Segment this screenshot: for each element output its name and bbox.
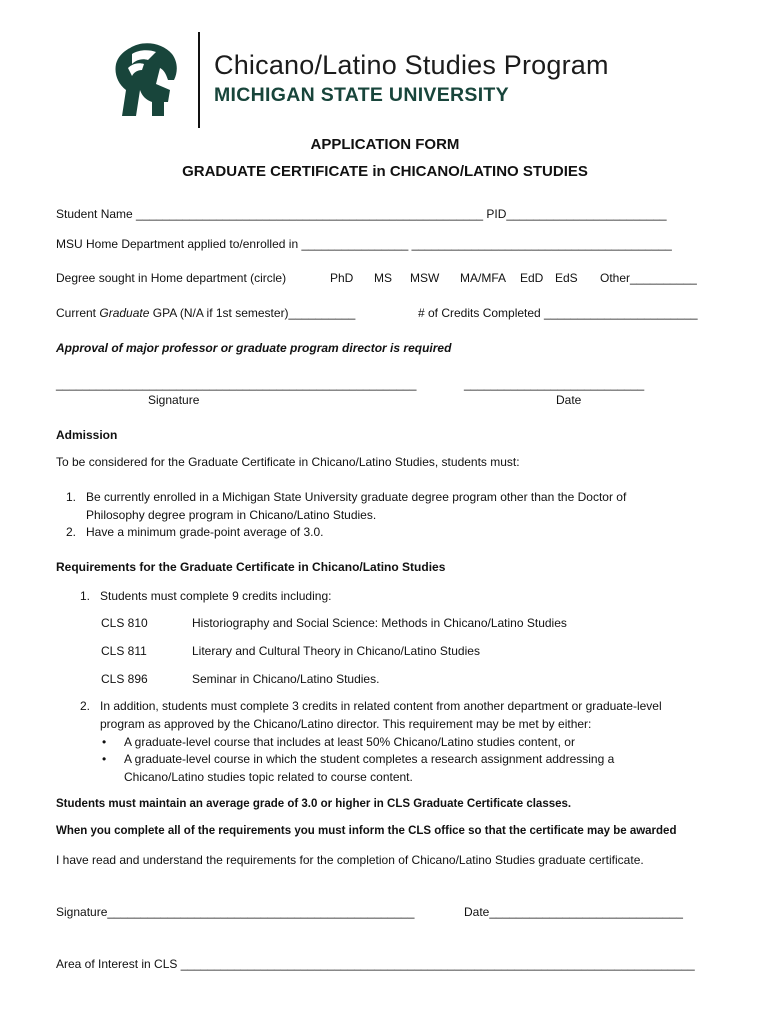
degree-option-other[interactable]: Other__________ (600, 271, 697, 285)
university-name: MICHIGAN STATE UNIVERSITY (214, 84, 509, 106)
student-signature-field[interactable]: Signature______________________________________________ (56, 905, 415, 919)
list-number: 1. (66, 490, 77, 504)
requirement-item-2-line2: program as approved by the Chicano/Latino director. This requirement may be met by either: (100, 717, 592, 731)
acknowledgement-statement: I have read and understand the requirements for the completion of Chicano/Latino Studies graduate certificate. (56, 853, 644, 867)
gpa-suffix: GPA (N/A if 1st semester)__________ (149, 306, 356, 320)
course-code: CLS 896 (101, 672, 148, 686)
course-code: CLS 811 (101, 644, 147, 658)
spartan-helmet-icon (108, 40, 180, 118)
form-title: APPLICATION FORM (310, 136, 460, 153)
approval-date-line[interactable]: ___________________________ (464, 377, 645, 391)
course-title: Literary and Cultural Theory in Chicano/Latino Studies (192, 644, 480, 658)
credits-field[interactable]: # of Credits Completed _______________________ (418, 306, 698, 320)
approval-signature-line[interactable]: ______________________________________________________ (56, 377, 417, 391)
student-date-field[interactable]: Date_____________________________ (464, 905, 683, 919)
list-number: 2. (66, 525, 77, 539)
degree-option-phd[interactable]: PhD (330, 271, 354, 285)
admission-heading: Admission (56, 428, 118, 442)
requirement-bullet-2-line2: Chicano/Latino studies topic related to course content. (124, 770, 413, 784)
department-field[interactable]: MSU Home Department applied to/enrolled in ________________ _______________________________________ (56, 237, 672, 251)
degree-option-mamfa[interactable]: MA/MFA (460, 271, 507, 285)
form-subtitle: GRADUATE CERTIFICATE in CHICANO/LATINO STUDIES (182, 163, 588, 180)
requirement-item-2 (80, 699, 662, 713)
requirement-bullet-2: A graduate-level course in which the student completes a research assignment addressing a (124, 752, 615, 766)
bullet-icon: • (102, 752, 107, 766)
signature-label: Signature (148, 393, 200, 407)
admission-item-1-line1: Be currently enrolled in a Michigan State University graduate degree program other than the Doctor of (86, 490, 627, 504)
requirements-heading: Requirements for the Graduate Certificate in Chicano/Latino Studies (56, 560, 446, 574)
list-number: 1. (80, 589, 91, 603)
gpa-graduate-word: Graduate (99, 306, 150, 320)
admission-item-2-line1: Have a minimum grade-point average of 3.0. (86, 525, 324, 539)
requirement-item-1-text: Students must complete 9 credits including: (100, 589, 332, 603)
bullet-icon: • (102, 735, 107, 749)
degree-option-msw[interactable]: MSW (410, 271, 440, 285)
program-name: Chicano/Latino Studies Program (214, 50, 609, 80)
requirement-item-1 (80, 589, 331, 603)
admission-item-1 (66, 490, 626, 504)
admission-intro: To be considered for the Graduate Certificate in Chicano/Latino Studies, students must: (56, 455, 520, 469)
gpa-field[interactable] (56, 306, 355, 320)
header-divider (198, 32, 200, 128)
area-of-interest-field[interactable]: Area of Interest in CLS _____________________________________________________________________________ (56, 957, 695, 971)
admission-item-1-line2: Philosophy degree program in Chicano/Latino Studies. (86, 508, 377, 522)
course-title: Seminar in Chicano/Latino Studies. (192, 672, 380, 686)
requirement-item-2-line1: In addition, students must complete 3 credits in related content from another department or graduate-level (100, 699, 662, 713)
degree-option-eds[interactable]: EdS (555, 271, 578, 285)
requirement-bullet-1: A graduate-level course that includes at least 50% Chicano/Latino studies content, or (124, 735, 575, 749)
inform-office-note: When you complete all of the requirements you must inform the CLS office so that the certificate may be awarded (56, 825, 677, 837)
degree-label: Degree sought in Home department (circle) (56, 271, 287, 285)
gpa-prefix: Current (56, 306, 100, 320)
degree-option-edd[interactable]: EdD (520, 271, 544, 285)
date-label: Date (556, 393, 582, 407)
student-name-pid-field[interactable]: Student Name ____________________________________________________ PID________________________ (56, 207, 667, 221)
list-number: 2. (80, 699, 91, 713)
approval-note: Approval of major professor or graduate program director is required (56, 341, 452, 355)
gpa-maintain-note: Students must maintain an average grade of 3.0 or higher in CLS Graduate Certificate classes. (56, 798, 572, 810)
course-code: CLS 810 (101, 616, 148, 630)
admission-item-2 (66, 525, 323, 539)
course-title: Historiography and Social Science: Methods in Chicano/Latino Studies (192, 616, 567, 630)
degree-option-ms[interactable]: MS (374, 271, 392, 285)
